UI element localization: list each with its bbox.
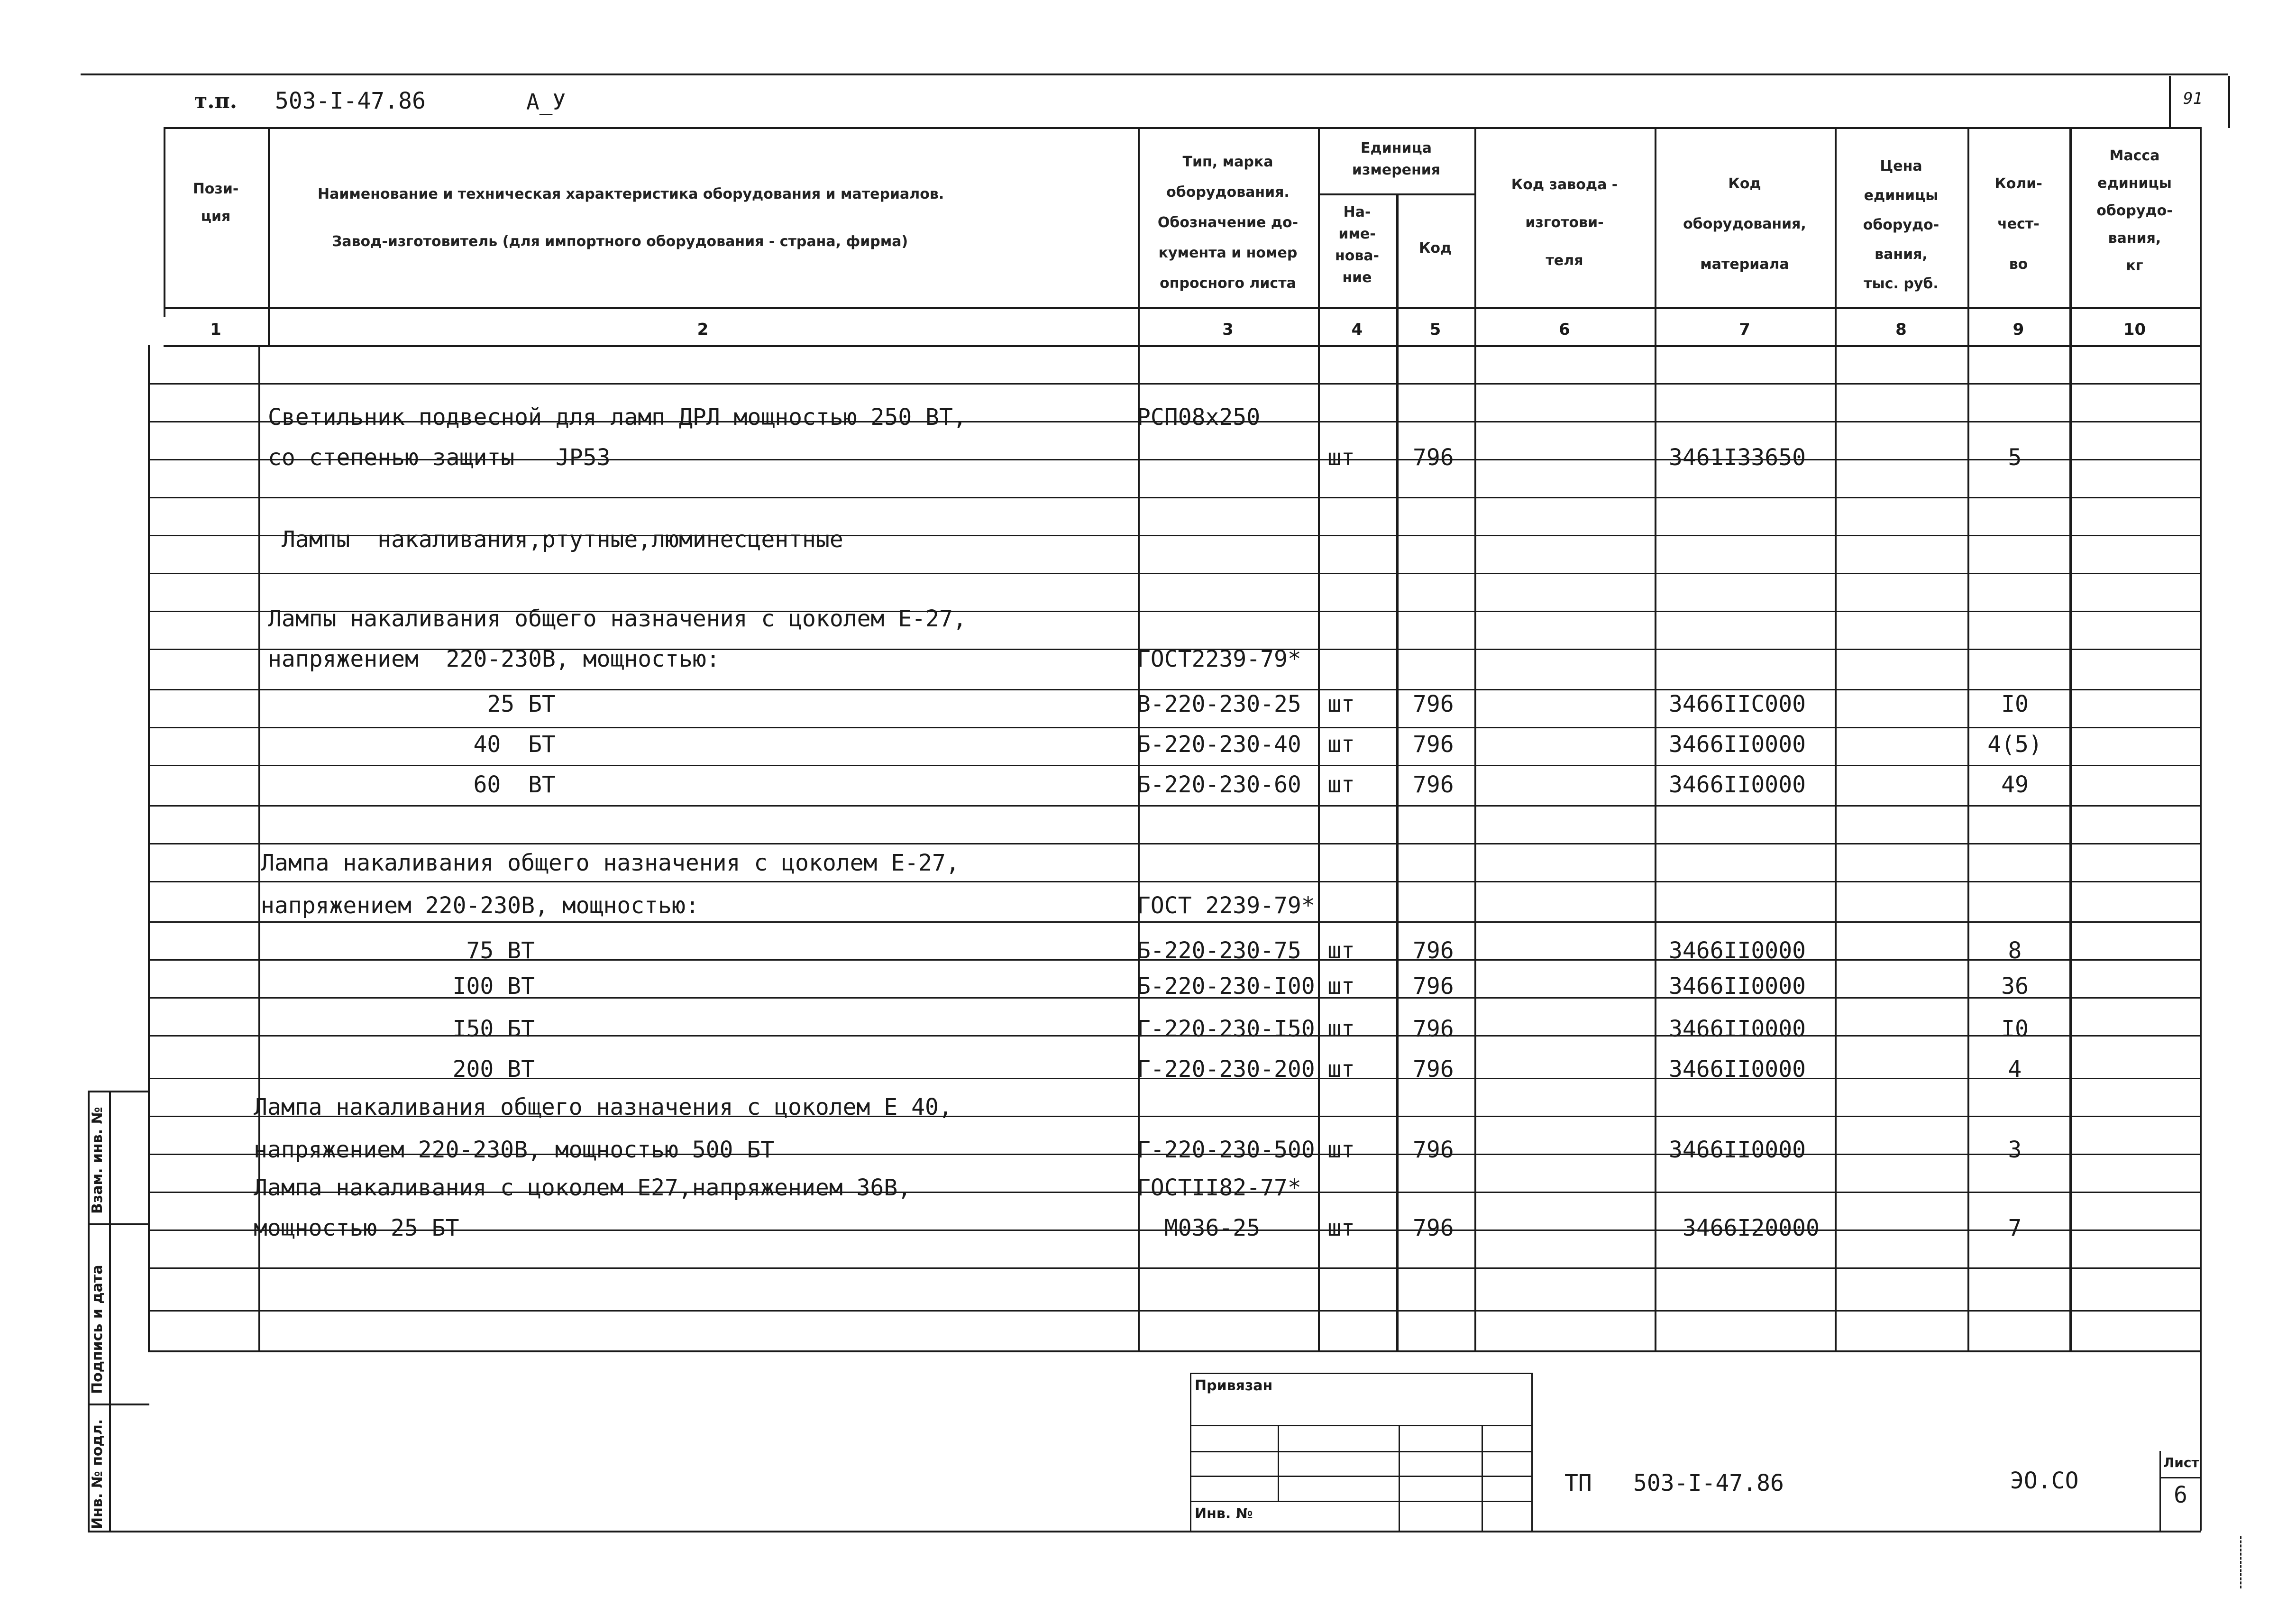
side-label-signature-date: Подпись и дата bbox=[89, 1265, 106, 1394]
doc-section: ЭО.СО bbox=[2010, 1468, 2079, 1494]
item-name: 200 ВТ bbox=[261, 1056, 535, 1083]
colnum-6: 6 bbox=[1559, 320, 1570, 339]
item-quantity: I0 bbox=[2001, 1016, 2029, 1042]
item-type: ГОСТII82-77* bbox=[1137, 1174, 1301, 1201]
item-quantity: 7 bbox=[2008, 1215, 2022, 1241]
item-material-code: 3466II0000 bbox=[1669, 771, 1806, 798]
item-type: Г-220-230-500 bbox=[1137, 1137, 1315, 1163]
header-unit-name: На- име- нова- ние bbox=[1335, 204, 1380, 286]
header-name: Наименование и техническая характеристика оборудования и материалов. Завод-изготовитель (для импортного оборудования - страна, фирма) bbox=[318, 186, 944, 250]
item-type: Б-220-230-40 bbox=[1137, 731, 1301, 758]
item-type: Б-220-230-60 bbox=[1137, 771, 1301, 798]
item-type: ГОСТ 2239-79* bbox=[1137, 892, 1315, 919]
item-name: со степенью защиты JP53 bbox=[268, 444, 611, 471]
item-unit: шт bbox=[1327, 937, 1355, 964]
item-unit-code: 796 bbox=[1413, 937, 1454, 964]
header-equipment-code: Код оборудования, материала bbox=[1683, 175, 1806, 273]
item-quantity: 5 bbox=[2008, 444, 2022, 471]
page-corner-number: 91 bbox=[2183, 89, 2203, 108]
item-name: Лампа накаливания общего назначения с цоколем Е 40, bbox=[254, 1094, 952, 1120]
item-unit: шт bbox=[1327, 771, 1355, 798]
item-name: 60 ВТ bbox=[268, 771, 556, 798]
item-unit: шт bbox=[1327, 731, 1355, 758]
item-name: Лампа накаливания общего назначения с цоколем Е-27, bbox=[261, 850, 960, 876]
item-material-code: 3466II0000 bbox=[1669, 1056, 1806, 1083]
colnum-7: 7 bbox=[1739, 320, 1750, 339]
item-quantity: 3 bbox=[2008, 1137, 2022, 1163]
side-label-inventory-original: Инв. № подл. bbox=[89, 1419, 106, 1529]
item-quantity: 36 bbox=[2001, 973, 2029, 1000]
item-unit: шт bbox=[1327, 1016, 1355, 1042]
header-position: Пози- ция bbox=[192, 181, 239, 225]
item-unit: шт bbox=[1327, 1056, 1355, 1083]
sheet-label: Лист bbox=[2163, 1455, 2199, 1470]
sheet-mark: A_У bbox=[526, 89, 566, 115]
item-type: ГОСТ2239-79* bbox=[1137, 646, 1301, 672]
header-plant-code: Код завода - изготови- теля bbox=[1511, 176, 1618, 269]
item-material-code: 3466II0000 bbox=[1669, 731, 1806, 758]
header-mass: Масса единицы оборудо- вания, кг bbox=[2096, 147, 2173, 274]
item-quantity: 49 bbox=[2001, 771, 2029, 798]
item-unit-code: 796 bbox=[1413, 771, 1454, 798]
item-unit-code: 796 bbox=[1413, 1215, 1454, 1241]
item-name: Лампы накаливания общего назначения с цоколем Е-27, bbox=[268, 606, 967, 632]
item-unit: шт bbox=[1327, 444, 1355, 471]
item-unit: шт bbox=[1327, 973, 1355, 1000]
item-name: напряжением 220-230В, мощностью: bbox=[268, 646, 720, 672]
header-quantity: Коли- чест- во bbox=[1994, 175, 2042, 273]
item-name: I50 БТ bbox=[261, 1016, 535, 1042]
item-material-code: 3466II0000 bbox=[1669, 973, 1806, 1000]
item-name: I00 ВТ bbox=[261, 973, 535, 1000]
colnum-4: 4 bbox=[1351, 320, 1363, 339]
item-type: В-220-230-25 bbox=[1137, 691, 1301, 717]
colnum-2: 2 bbox=[697, 320, 709, 339]
item-name: 40 БТ bbox=[268, 731, 556, 758]
item-type: Б-220-230-I00 bbox=[1137, 973, 1315, 1000]
item-unit-code: 796 bbox=[1413, 973, 1454, 1000]
item-quantity: 8 bbox=[2008, 937, 2022, 964]
item-unit: шт bbox=[1327, 1215, 1355, 1241]
item-material-code: 3466I20000 bbox=[1669, 1215, 1820, 1241]
item-quantity: 4(5) bbox=[1987, 731, 2042, 758]
colnum-1: 1 bbox=[210, 320, 221, 339]
item-material-code: 3466II0000 bbox=[1669, 1137, 1806, 1163]
item-material-code: 3461I33650 bbox=[1669, 444, 1806, 471]
colnum-8: 8 bbox=[1895, 320, 1907, 339]
item-material-code: 3466IIC000 bbox=[1669, 691, 1806, 717]
item-name: 25 БТ bbox=[268, 691, 556, 717]
item-material-code: 3466II0000 bbox=[1669, 1016, 1806, 1042]
doc-code-prefix: т.п. bbox=[194, 89, 238, 113]
item-name: 75 ВТ bbox=[261, 937, 535, 964]
header-unit-code: Код bbox=[1418, 240, 1452, 257]
item-name: напряжением 220-230В, мощностью: bbox=[261, 892, 699, 919]
item-type: Г-220-230-I50 bbox=[1137, 1016, 1315, 1042]
item-type: М036-25 bbox=[1137, 1215, 1261, 1241]
item-type: Г-220-230-200 bbox=[1137, 1056, 1315, 1083]
side-label-replaced-inventory: Взам. инв. № bbox=[89, 1107, 106, 1214]
header-unit: Единица измерения bbox=[1352, 140, 1441, 178]
item-unit-code: 796 bbox=[1413, 1016, 1454, 1042]
item-unit: шт bbox=[1327, 1137, 1355, 1163]
doc-code-top: 503-I-47.86 bbox=[275, 88, 426, 114]
item-type: РСП08х250 bbox=[1137, 404, 1261, 431]
header-price: Цена единицы оборудо- вания, тыс. руб. bbox=[1863, 158, 1939, 292]
item-quantity: I0 bbox=[2001, 691, 2029, 717]
item-name: Светильник подвесной для ламп ДРЛ мощностью 250 ВТ, bbox=[268, 404, 967, 431]
item-material-code: 3466II0000 bbox=[1669, 937, 1806, 964]
sheet-number: 6 bbox=[2174, 1482, 2187, 1508]
item-unit-code: 796 bbox=[1413, 444, 1454, 471]
colnum-5: 5 bbox=[1429, 320, 1441, 339]
bound-label: Привязан bbox=[1195, 1377, 1273, 1394]
item-unit-code: 796 bbox=[1413, 691, 1454, 717]
item-unit-code: 796 bbox=[1413, 731, 1454, 758]
colnum-9: 9 bbox=[2012, 320, 2024, 339]
item-name: Лампа накаливания с цоколем Е27,напряжением 36В, bbox=[254, 1174, 912, 1201]
item-unit-code: 796 bbox=[1413, 1137, 1454, 1163]
item-name: напряжением 220-230В, мощностью 500 БТ bbox=[254, 1137, 775, 1163]
item-name: мощностью 25 БТ bbox=[254, 1215, 459, 1241]
header-type: Тип, марка оборудования. Обозначение до- кумента и номер опросного листа bbox=[1157, 154, 1299, 292]
colnum-10: 10 bbox=[2123, 320, 2146, 339]
item-unit: шт bbox=[1327, 691, 1355, 717]
doc-code: 503-I-47.86 bbox=[1633, 1470, 1784, 1496]
inv-label: Инв. № bbox=[1195, 1505, 1253, 1522]
colnum-3: 3 bbox=[1222, 320, 1234, 339]
item-type: Б-220-230-75 bbox=[1137, 937, 1301, 964]
item-quantity: 4 bbox=[2008, 1056, 2022, 1083]
item-name: Лампы накаливания,ртутные,люминесцентные bbox=[268, 526, 843, 553]
doc-prefix: ТП bbox=[1564, 1470, 1592, 1496]
item-unit-code: 796 bbox=[1413, 1056, 1454, 1083]
